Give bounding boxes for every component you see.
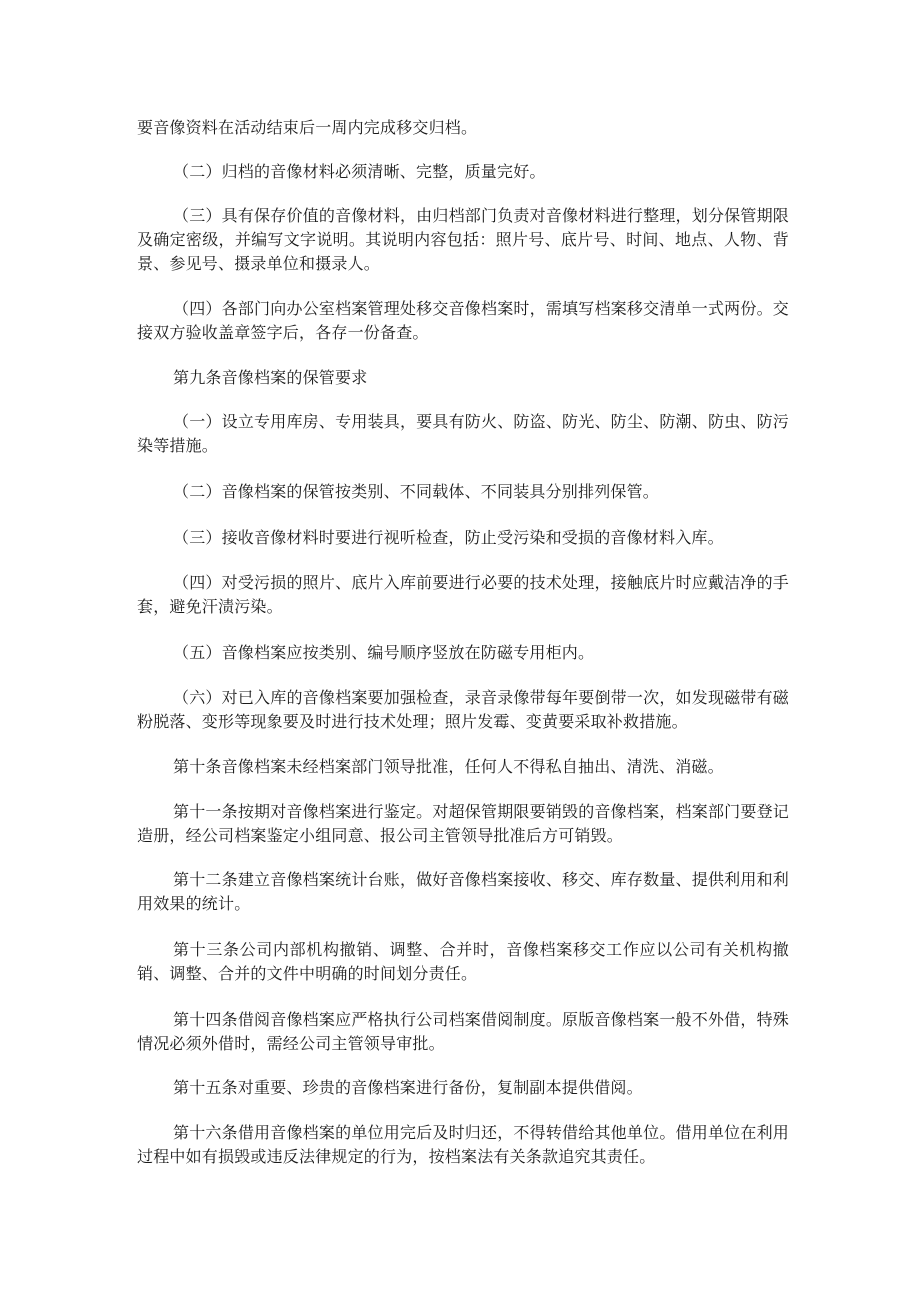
article-12: 第十二条建立音像档案统计台账，做好音像档案接收、移交、库存数量、提供利用和利用效果的统计。 — [137, 870, 789, 913]
paragraph-archiving-deadline: 要音像资料在活动结束后一周内完成移交归档。 — [137, 118, 478, 137]
paragraph-transfer-list: （四）各部门向办公室档案管理处移交音像档案时，需填写档案移交清单一式两份。交接双方验收盖章签字后，各存一份备查。 — [137, 299, 789, 342]
paragraph-magnetic-cabinet: （五）音像档案应按类别、编号顺序竖放在防磁专用柜内。 — [173, 643, 595, 662]
paragraph-periodic-inspection: （六）对已入库的音像档案要加强检查，录音录像带每年要倒带一次，如发现磁带有磁粉脱落、变形等现象要及时进行技术处理；照片发霉、变黄要采取补救措施。 — [137, 688, 789, 731]
paragraph-damaged-photo-treatment: （四）对受污损的照片、底片入库前要进行必要的技术处理，接触底片时应戴洁净的手套，避免汗渍污染。 — [137, 573, 789, 616]
article-14: 第十四条借阅音像档案应严格执行公司档案借阅制度。原版音像档案一般不外借，特殊情况必须外借时，需经公司主管领导审批。 — [137, 1010, 789, 1053]
article-10: 第十条音像档案未经档案部门领导批准，任何人不得私自抽出、清洗、消磁。 — [173, 757, 724, 776]
article-9-heading: 第九条音像档案的保管要求 — [173, 368, 368, 387]
paragraph-inspection-on-receipt: （三）接收音像材料时要进行视听检查，防止受污染和受损的音像材料入库。 — [173, 528, 724, 547]
article-13: 第十三条公司内部机构撤销、调整、合并时，音像档案移交工作应以公司有关机构撤销、调整、合并的文件中明确的时间划分责任。 — [137, 940, 789, 983]
paragraph-storage-sorting: （二）音像档案的保管按类别、不同载体、不同装具分别排列保管。 — [173, 482, 660, 501]
paragraph-quality-requirement: （二）归档的音像材料必须清晰、完整，质量完好。 — [173, 162, 546, 181]
article-15: 第十五条对重要、珍贵的音像档案进行备份，复制副本提供借阅。 — [173, 1078, 643, 1097]
paragraph-organization-description: （三）具有保存价值的音像材料，由归档部门负责对音像材料进行整理，划分保管期限及确定密级，并编写文字说明。其说明内容包括：照片号、底片号、时间、地点、人物、背景、参见号、摄录单位和摄录人。 — [137, 206, 789, 273]
article-16: 第十六条借用音像档案的单位用完后及时归还，不得转借给其他单位。借用单位在利用过程中如有损毁或违反法律规定的行为，按档案法有关条款追究其责任。 — [137, 1123, 789, 1166]
article-11: 第十一条按期对音像档案进行鉴定。对超保管期限要销毁的音像档案，档案部门要登记造册，经公司档案鉴定小组同意、报公司主管领导批准后方可销毁。 — [137, 802, 789, 845]
paragraph-storage-facility: （一）设立专用库房、专用装具，要具有防火、防盗、防光、防尘、防潮、防虫、防污染等措施。 — [137, 412, 789, 455]
